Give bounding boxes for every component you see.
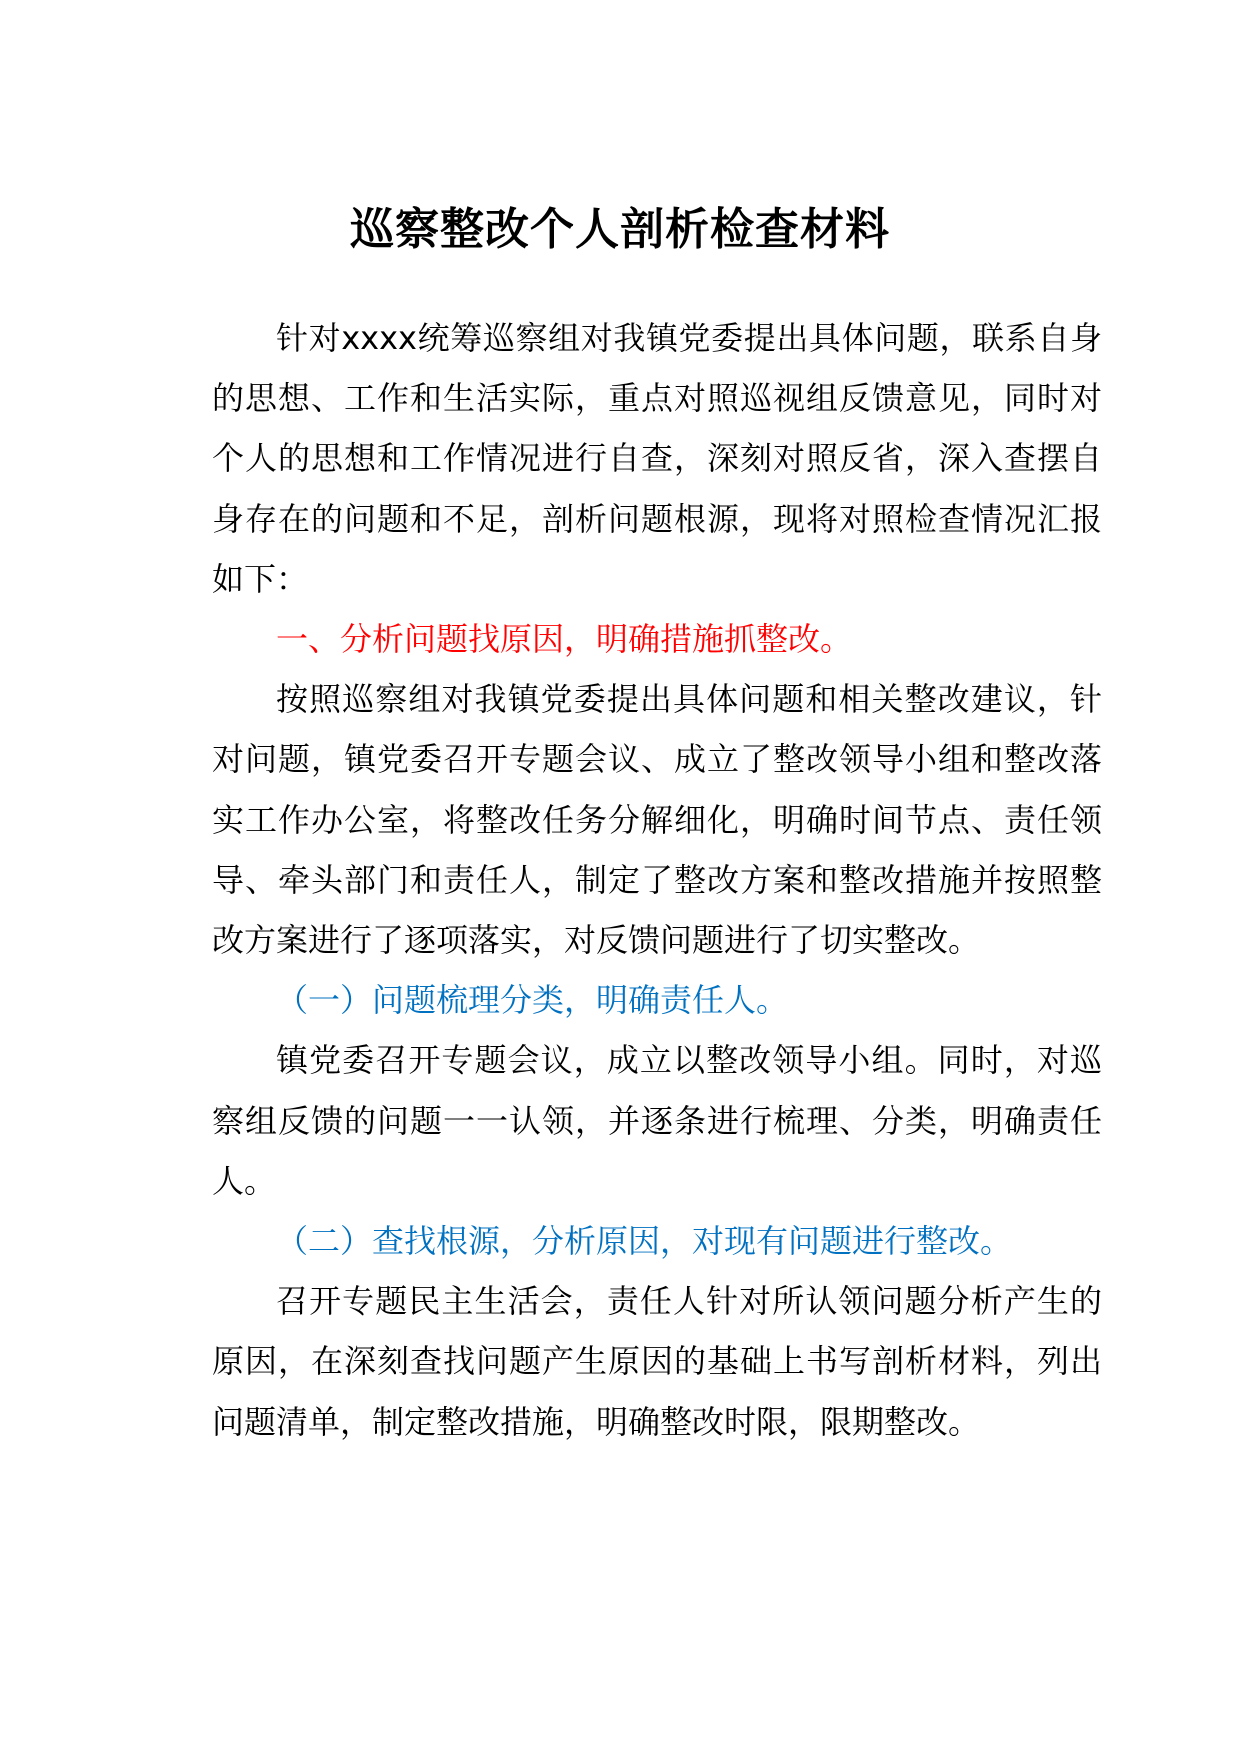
- section-1-paragraph: 按照巡察组对我镇党委提出具体问题和相关整改建议，针对问题，镇党委召开专题会议、成立了整改领导小组和整改落实工作办公室，将整改任务分解细化，明确时间节点、责任领导、牵头部门和责任人，制定了整改方案和整改措施并按照整改方案进行了逐项落实，对反馈问题进行了切实整改。: [212, 680, 1102, 960]
- intro-paragraph: 针对xxxx统筹巡察组对我镇党委提出具体问题，联系自身的思想、工作和生活实际，重点对照巡视组反馈意见，同时对个人的思想和工作情况进行自查，深刻对照反省，深入查摆自身存在的问题和不足，剖析问题根源，现将对照检查情况汇报如下：: [212, 319, 1102, 598]
- document-body: [212, 308, 1102, 1452]
- section-heading-1: 一、分析问题找原因，明确措施抓整改。: [276, 620, 853, 659]
- subsection-1-paragraph: 镇党委召开专题会议，成立以整改领导小组。同时，对巡察组反馈的问题一一认领，并逐条进行梳理、分类，明确责任人。: [212, 1041, 1102, 1200]
- subsection-heading-2: （二）查找根源，分析原因，对现有问题进行整改。: [276, 1222, 1013, 1261]
- subsection-heading-1: （一）问题梳理分类，明确责任人。: [276, 981, 789, 1020]
- document-title: 巡察整改个人剖析检查材料: [350, 204, 890, 255]
- subsection-2-paragraph: 召开专题民主生活会，责任人针对所认领问题分析产生的原因，在深刻查找问题产生原因的基础上书写剖析材料，列出问题清单，制定整改措施，明确整改时限，限期整改。: [212, 1282, 1102, 1441]
